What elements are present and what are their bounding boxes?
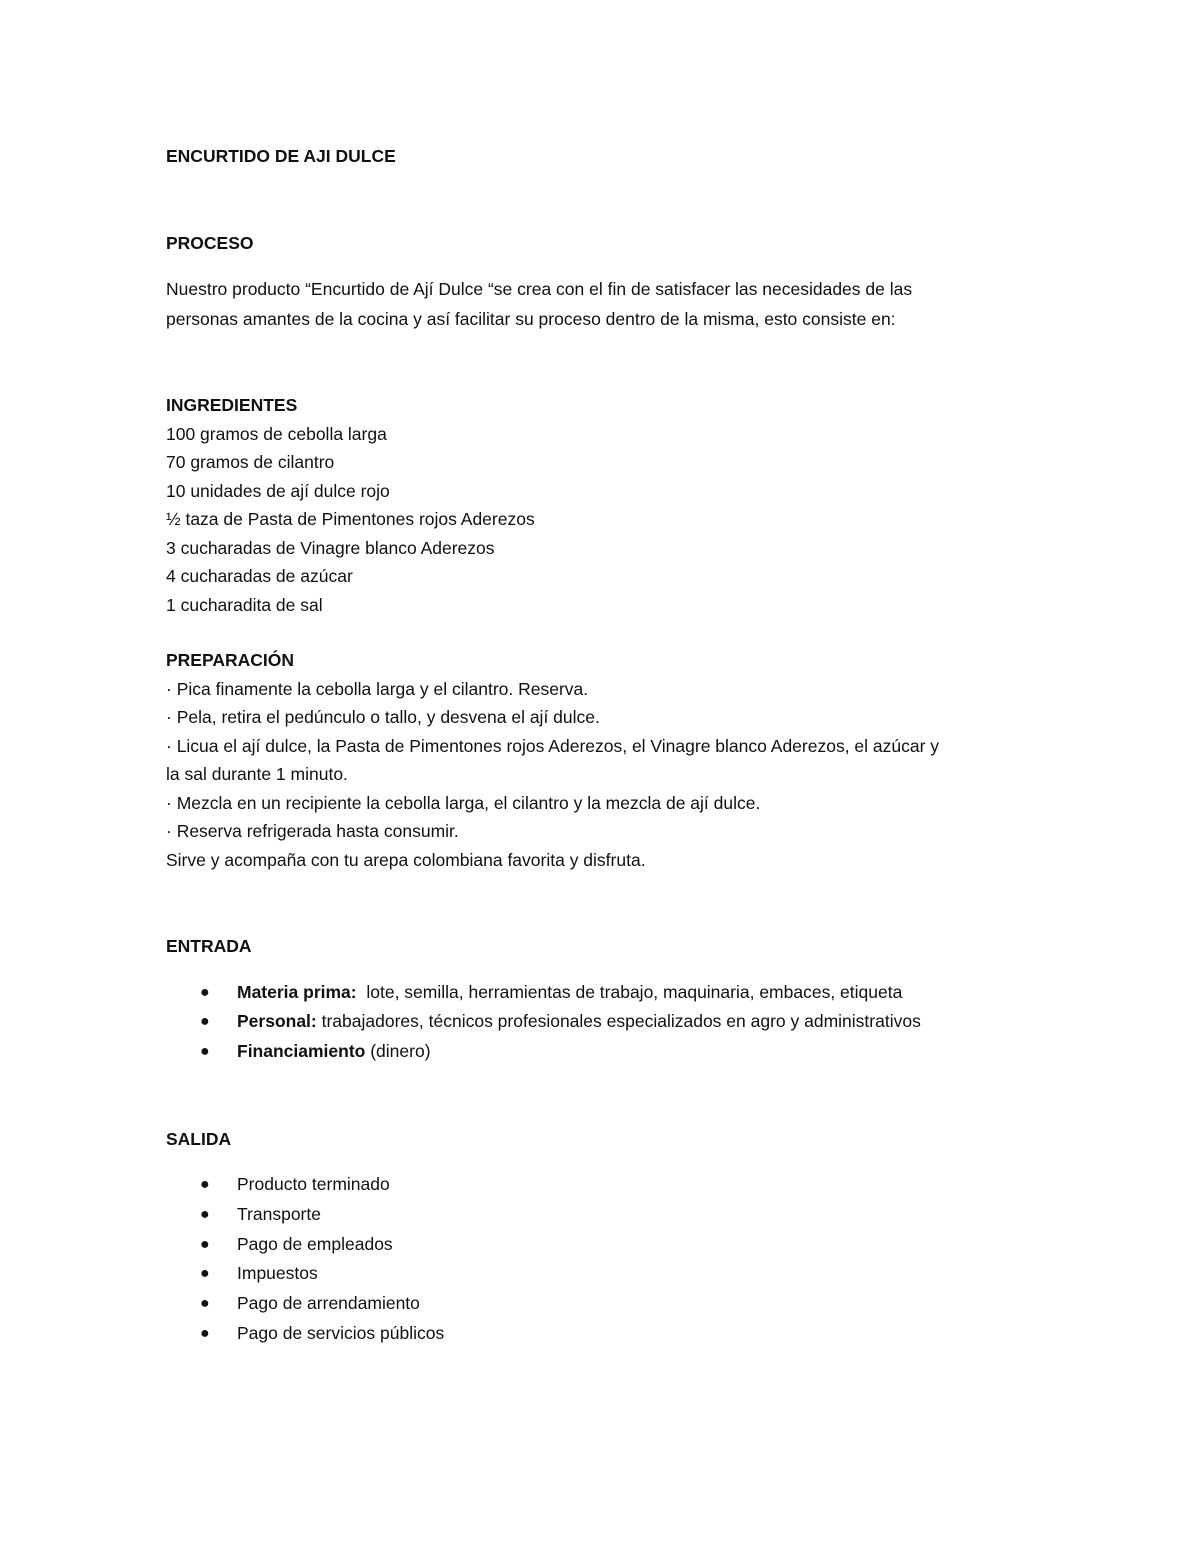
document-title: ENCURTIDO DE AJI DULCE (166, 146, 396, 166)
salida-heading: SALIDA (166, 1128, 232, 1149)
list-item (166, 1230, 1046, 1260)
entrada-item-text: trabajadores, técnicos profesionales especializados en agro y administrativos (316, 1011, 921, 1032)
ingredient-item: 10 unidades de ají dulce rojo (166, 480, 390, 501)
entrada-item-label: Personal: (237, 1011, 317, 1032)
list-item (166, 1170, 1046, 1200)
ingredient-item: 100 gramos de cebolla larga (166, 423, 387, 444)
preparacion-heading: PREPARACIÓN (166, 650, 295, 670)
preparacion-step: · Pica finamente la cebolla larga y el cilantro. Reserva. (166, 678, 589, 699)
bullet-icon: ● (200, 1176, 210, 1194)
list-item (166, 1319, 1046, 1349)
proceso-intro-line-1: Nuestro producto “Encurtido de Ají Dulce “se crea con el fin de satisfacer las necesidades de las (166, 279, 913, 299)
ingredient-item: 4 cucharadas de azúcar (166, 566, 353, 586)
salida-item-text: Impuestos (237, 1263, 318, 1284)
list-item (166, 1200, 1046, 1230)
preparacion-closing: Sirve y acompaña con tu arepa colombiana favorita y disfruta. (166, 849, 646, 870)
entrada-list (166, 978, 1046, 1067)
preparacion-step: · Reserva refrigerada hasta consumir. (166, 821, 459, 841)
bullet-icon: ● (200, 1324, 210, 1342)
bullet-icon: ● (200, 1205, 210, 1223)
bullet-icon: ● (200, 1235, 210, 1253)
entrada-item-label: Financiamiento (237, 1040, 366, 1061)
ingredient-item: 70 gramos de cilantro (166, 452, 335, 472)
entrada-item-label: Materia prima: (237, 981, 357, 1002)
salida-item-text: Producto terminado (237, 1174, 390, 1195)
preparacion-step: · Pela, retira el pedúnculo o tallo, y desvena el ají dulce. (166, 707, 600, 727)
preparacion-step: · Mezcla en un recipiente la cebolla larga, el cilantro y la mezcla de ají dulce. (166, 792, 761, 813)
bullet-icon: ● (200, 1265, 210, 1283)
bullet-icon: ● (200, 1042, 210, 1060)
ingredient-item: 3 cucharadas de Vinagre blanco Aderezos (166, 537, 495, 558)
preparacion-step: la sal durante 1 minuto. (166, 764, 348, 784)
list-item (166, 1037, 1046, 1067)
proceso-heading: PROCESO (166, 232, 254, 253)
list-item (166, 1007, 1046, 1037)
ingredientes-heading: INGREDIENTES (166, 395, 298, 415)
ingredient-item: 1 cucharadita de sal (166, 594, 323, 615)
ingredientes-list (166, 420, 1046, 620)
entrada-item-text: lote, semilla, herramientas de trabajo, maquinaria, embaces, etiqueta (356, 981, 903, 1002)
ingredient-item: ½ taza de Pasta de Pimentones rojos Aderezos (166, 509, 535, 529)
proceso-intro-line-2: personas amantes de la cocina y así facilitar su proceso dentro de la misma, esto consiste en: (166, 309, 896, 329)
proceso-intro (166, 274, 1046, 334)
entrada-heading: ENTRADA (166, 936, 252, 956)
preparacion-steps (166, 675, 1046, 875)
bullet-icon: ● (200, 1294, 210, 1312)
list-item (166, 1289, 1046, 1319)
list-item (166, 978, 1046, 1008)
salida-item-text: Transporte (237, 1203, 321, 1224)
preparacion-step: · Licua el ají dulce, la Pasta de Pimentones rojos Aderezos, el Vinagre blanco Aderezos, el azúcar y (166, 735, 940, 756)
salida-list (166, 1170, 1046, 1348)
list-item (166, 1259, 1046, 1289)
bullet-icon: ● (200, 983, 210, 1001)
document-content (166, 142, 1046, 1348)
salida-item-text: Pago de servicios públicos (237, 1322, 445, 1343)
salida-item-text: Pago de arrendamiento (237, 1292, 420, 1313)
entrada-item-text: (dinero) (365, 1040, 431, 1061)
salida-item-text: Pago de empleados (237, 1233, 393, 1254)
bullet-icon: ● (200, 1013, 210, 1031)
